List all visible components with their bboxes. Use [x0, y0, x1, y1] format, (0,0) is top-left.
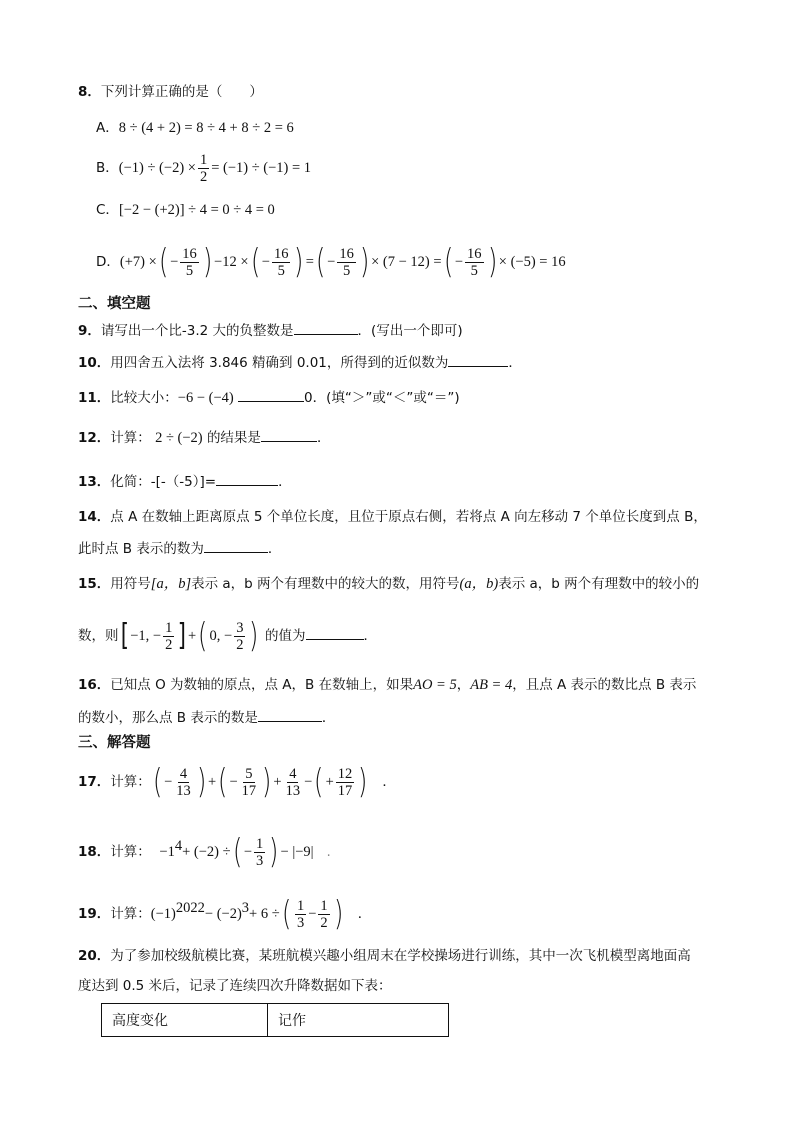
question-20-line-2: 度达到 0.5 米后，记录了连续四次升降数据如下表：: [78, 978, 392, 994]
data-table: [101, 1003, 449, 1037]
question-8-option-c: C．[−2 − (+2)] ÷ 4 = 0 ÷ 4 = 0: [96, 202, 275, 218]
question-13: 13．化简：-[-（-5）]= ．: [78, 471, 292, 492]
answer-blank: [448, 352, 508, 367]
question-12: 12．计算： 2 ÷ (−2) 的结果是 ．: [78, 427, 330, 448]
question-8-stem: 8．下列计算正确的是（ ）: [78, 84, 263, 100]
answer-blank: [261, 427, 317, 442]
question-16-line-1: 16．已知点 O 为数轴的原点，点 A，B 在数轴上，如果AO = 5，AB = 4，且点 A 表示的数比点 B 表示: [78, 677, 697, 693]
question-14-line-1: 14．点 A 在数轴上距离原点 5 个单位长度，且位于原点右侧，若将点 A 向左移动 7 个单位长度到点 B，: [78, 509, 707, 525]
section-heading-fill-in: 二、填空题: [78, 296, 151, 312]
question-10: 10．用四舍五入法将 3.846 精确到 0.01，所得到的近似数为 ．: [78, 352, 522, 373]
answer-blank: [306, 625, 364, 640]
question-9: 9．请写出一个比-3.2 大的负整数是 ．(写出一个即可): [78, 320, 463, 341]
question-15-line-2: 数，则[ −1, − $\frac{1}{2}$ ] +( 0, − $\frac{3}{2}$ ) 的值为 ．: [78, 616, 377, 656]
question-18: 18．计算： $-1^4+ (-2)$ ÷( − $\frac{1}{3}$ ) − |−9| .: [78, 832, 331, 872]
table-header-row: [102, 1004, 449, 1037]
answer-blank: [294, 320, 358, 335]
fraction: $\frac{1}{2}$: [199, 151, 208, 185]
question-8-option-b: B．(−1) ÷ (−2) × $\frac{1}{2}$ = (−1) ÷ (−1) = 1: [96, 151, 312, 185]
question-15-line-1: 15．用符号[a，b]表示 a，b 两个有理数中的较大的数，用符号(a，b)表示 a，b 两个有理数中的较小的: [78, 576, 700, 592]
answer-blank: [238, 387, 304, 402]
question-20-line-1: 20．为了参加校级航模比赛，某班航模兴趣小组周末在学校操场进行训练，其中一次飞机模型离地面高: [78, 948, 691, 964]
answer-blank: [216, 471, 278, 486]
question-16-line-2: 的数小，那么点 B 表示的数是 ．: [78, 707, 335, 728]
table-header-cell: 高度变化: [102, 1004, 268, 1037]
question-8-option-d: D．(+7) ×( − $\frac{16}{5}$ ) −12 ×( − $\frac{16}{5}$ ) =( − $\frac{16}{5}$ ) × (7 − 12) =( − $\frac{16}{5}$ ) × (−5) = 16: [96, 242, 566, 282]
question-8-option-a: A．8 ÷ (4 + 2) = 8 ÷ 4 + 8 ÷ 2 = 6: [96, 120, 294, 136]
table-header-cell: 记作: [268, 1004, 449, 1037]
answer-blank: [204, 538, 268, 553]
question-14-line-2: 此时点 B 表示的数为 ．: [78, 538, 281, 559]
section-heading-solve: 三、解答题: [78, 735, 151, 751]
answer-blank: [258, 707, 322, 722]
question-17: 17．计算：( − $\frac{4}{13}$ ) +( − $\frac{5}{17}$ ) + $\frac{4}{13}$ −( + $\frac{12}{17}$ ) ．: [78, 762, 396, 802]
question-19: 19．计算：$(-1)^{2022}- (-2)^3+ 6$ ÷( $\frac{1}{3}$ − $\frac{1}{2}$ ) ．: [78, 894, 372, 934]
question-11: 11．比较大小：−6 − (−4) 0．(填“＞”或“＜”或“＝”): [78, 387, 460, 408]
